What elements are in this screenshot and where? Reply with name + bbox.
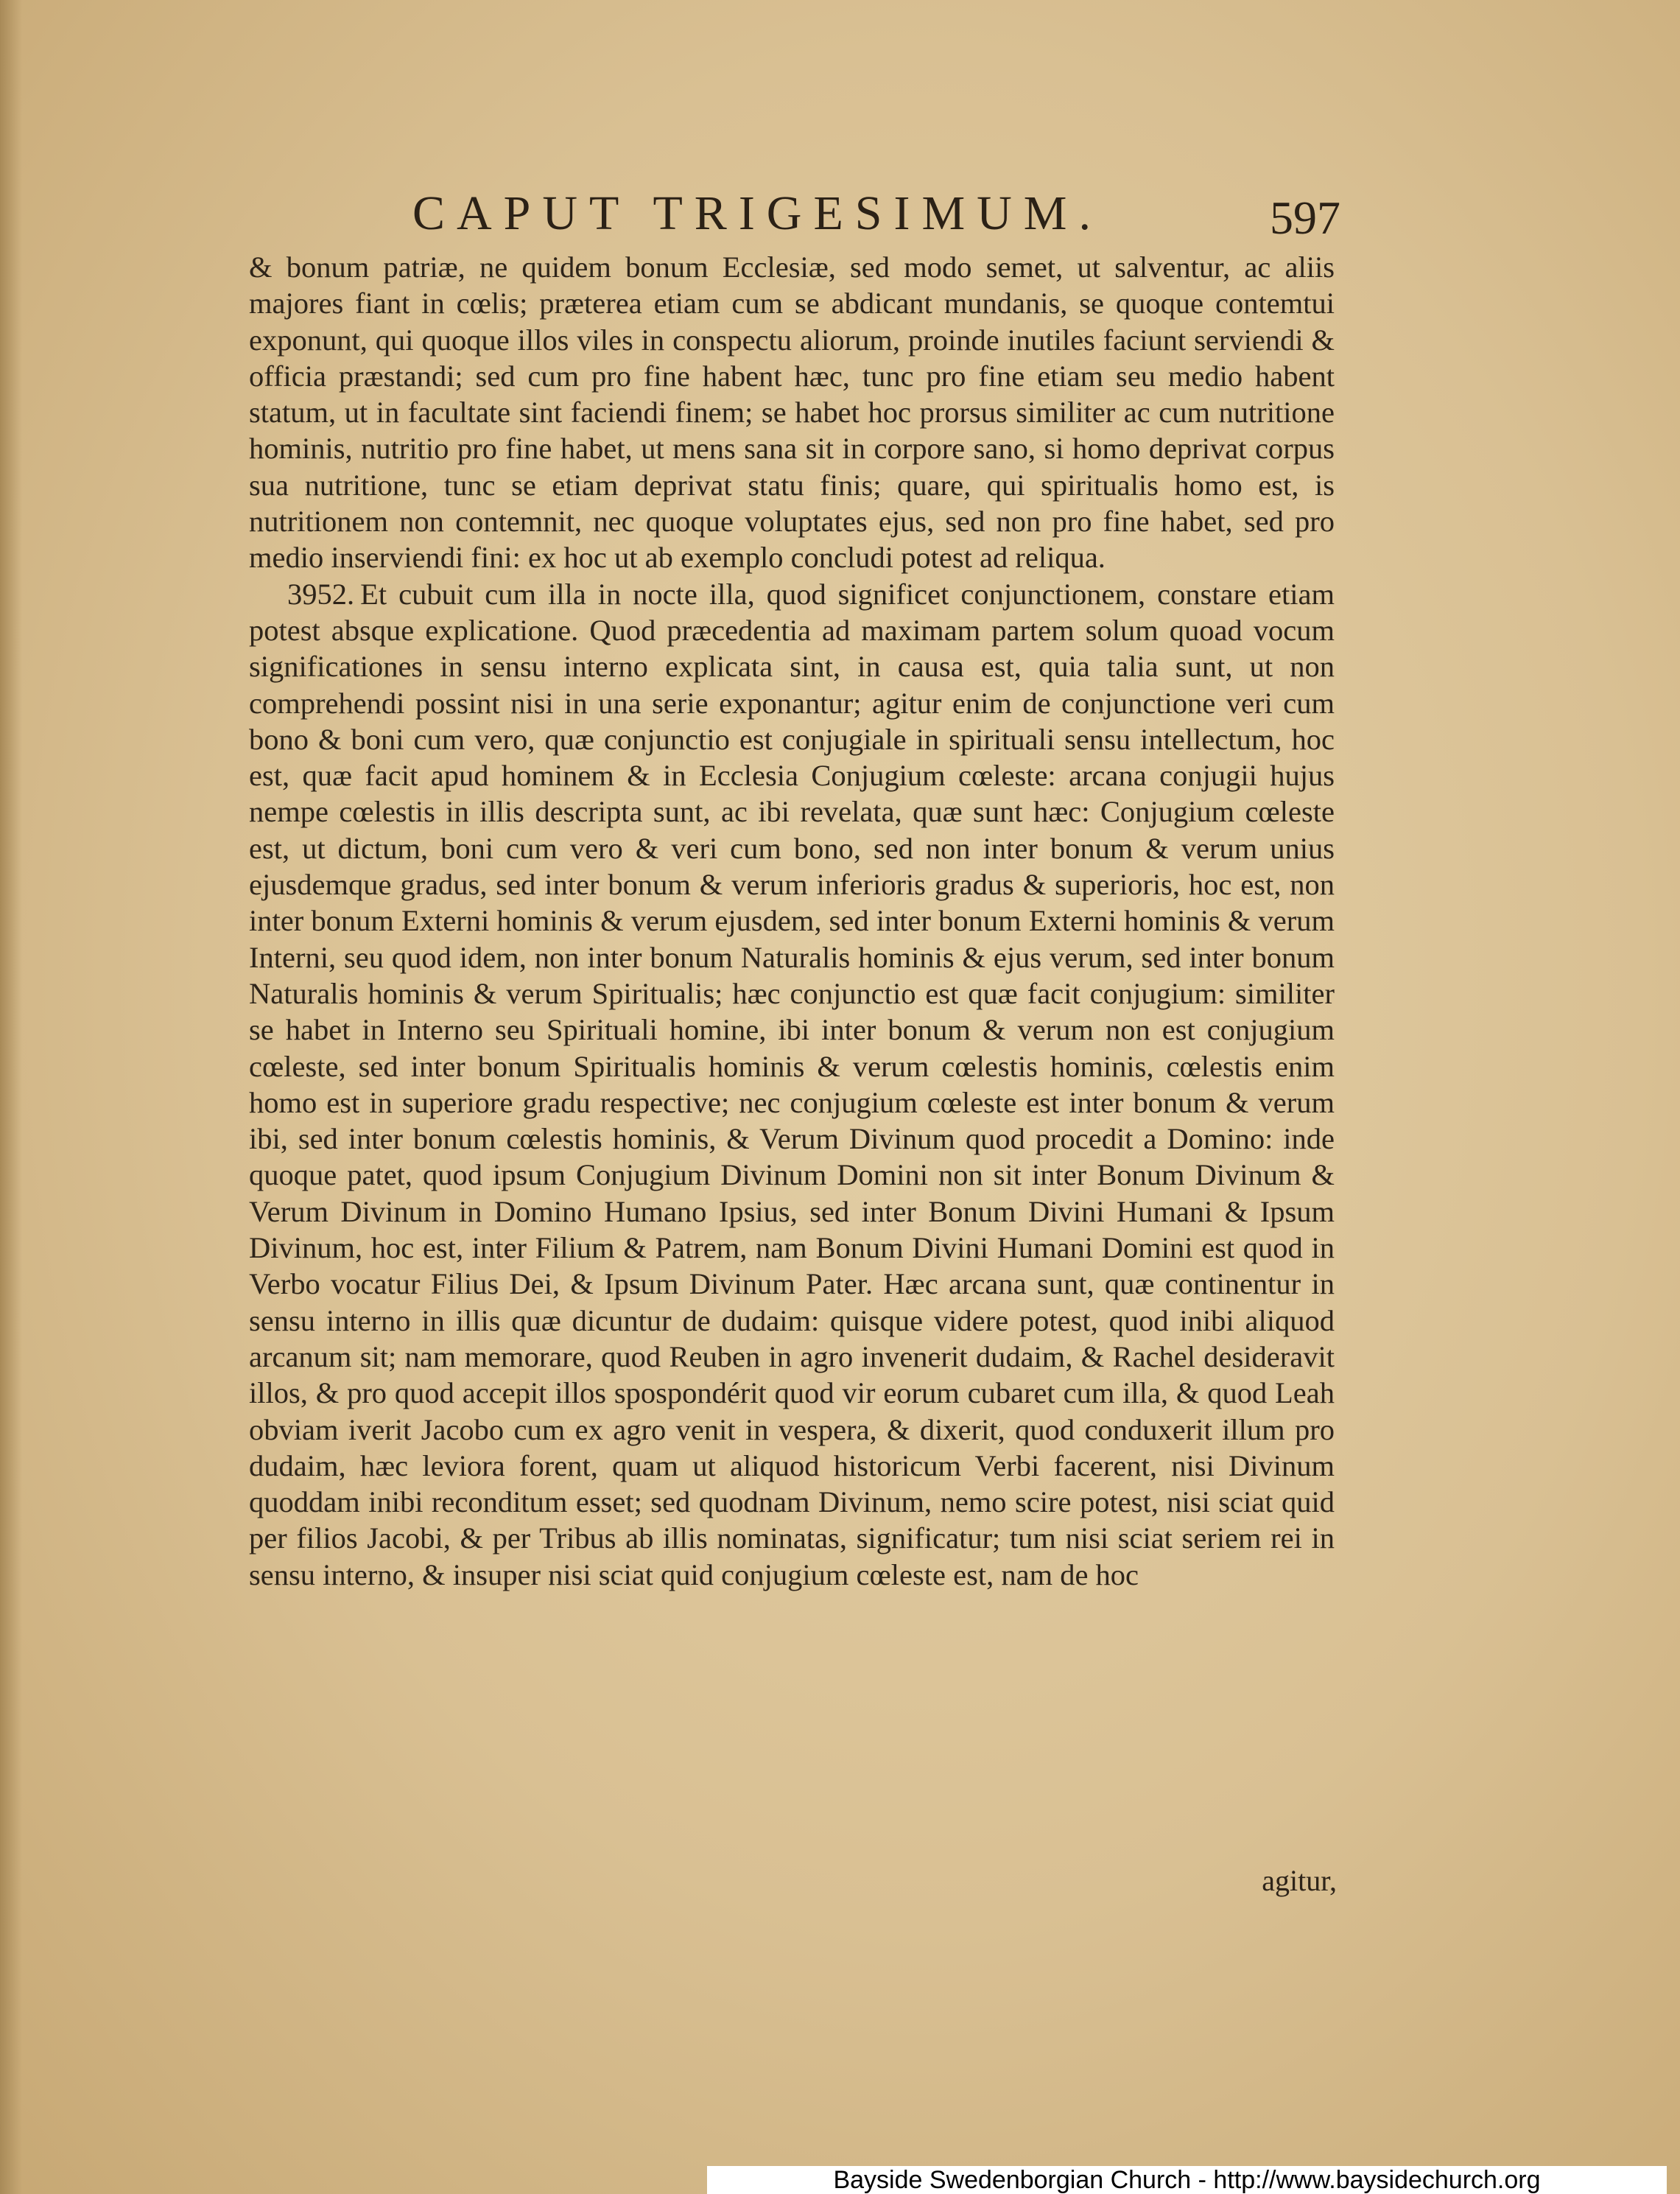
catchword: agitur, — [1262, 1864, 1337, 1897]
paragraph-continued: & bonum patriæ, ne quidem bonum Ecclesiæ, sed modo semet, ut salventur, ac aliis majores fiant in cœlis; præterea etiam cum se abdicant mundanis, se quoque contemtui exponunt, qui quoque illos viles in conspectu aliorum, proinde inutiles faciunt serviendi & officia præstandi; sed cum pro fine habent hæc, tunc pro fine etiam seu medio habent statum, ut in facultate sint faciendi finem; se habet hoc prorsus similiter ac cum nutritione hominis, nutritio pro fine habet, ut mens sana sit in corpore sano, si homo deprivat corpus sua nutritione, tunc se etiam deprivat statu finis; quare, qui spiritualis homo est, is nutritionem non contemnit, nec quoque voluptates ejus, sed non pro fine habet, sed pro medio inserviendi fini: ex hoc ut ab exemplo concludi potest ad reliqua. — [249, 250, 1335, 575]
page-header — [250, 177, 1340, 250]
page-edge-shadow — [0, 0, 22, 2194]
page-number: 597 — [1270, 192, 1340, 244]
paragraph-3952 — [249, 576, 1335, 1593]
running-head: CAPUT TRIGESIMUM. — [412, 186, 1103, 240]
paragraph-number: 3952. — [287, 577, 355, 611]
watermark-banner: Bayside Swedenborgian Church - http://www.baysidechurch.org — [707, 2166, 1667, 2194]
paragraph-text: Et cubuit cum illa in nocte illa, quod significet conjunctionem, constare etiam potest absque explicatione. Quod præcedentia ad maximam partem solum quoad vocum significationes in sensu interno explicata sint, in causa est, quia talia sunt, ut non comprehendi possint nisi in una serie exponantur; agitur enim de conjunctione veri cum bono & boni cum vero, quæ conjunctio est conjugiale in spirituali sensu intellectum, hoc est, quæ facit apud hominem & in Ecclesia Conjugium cœleste: arcana conjugii hujus nempe cœlestis in illis descripta sunt, ac ibi revelata, quæ sunt hæc: Conjugium cœleste est, ut dictum, boni cum vero & veri cum bono, sed non inter bonum & verum unius ejusdemque gradus, sed inter bonum & verum inferioris gradus & superioris, hoc est, non inter bonum Externi hominis & verum ejusdem, sed inter bonum Externi hominis & verum Interni, seu quod idem, non inter bonum Naturalis hominis & ejus verum, sed inter bonum Naturalis hominis & verum Spiritualis; hæc conjunctio est quæ facit conjugium: similiter se habet in Interno seu Spirituali homine, ibi inter bonum & verum non est conjugium cœleste, sed inter bonum Spiritualis hominis & verum cœlestis hominis, cœlestis enim homo est in superiore gradu respective; nec conjugium cœleste est inter bonum & verum ibi, sed inter bonum cœlestis hominis, & Verum Divinum quod procedit a Domino: inde quoque patet, quod ipsum Conjugium Divinum Domini non sit inter Bonum Divinum & Verum Divinum in Domino Humano Ipsius, sed inter Bonum Divini Humani & Ipsum Divinum, hoc est, inter Filium & Patrem, nam Bonum Divini Humani Domini est quod in Verbo vocatur Filius Dei, & Ipsum Divinum Pater. Hæc arcana sunt, quæ continentur in sensu interno in illis quæ dicuntur de dudaim: quisque videre potest, quod inibi aliquod arcanum sit; nam memorare, quod Reuben in agro invenerit dudaim, & Rachel desideravit illos, & pro quod accepit illos spospondérit quod vir eorum cubaret cum illa, & quod Leah obviam iverit Jacobo cum ex agro venit in vespera, & dixerit, quod conduxerit illum pro dudaim, hæc leviora forent, quam ut aliquod historicum Verbi facerent, nisi Divinum quoddam inibi reconditum esset; sed quodnam Divinum, nemo scire potest, nisi sciat quid per filios Jacobi, & per Tribus ab illis nominatas, significatur; tum nisi sciat seriem rei in sensu interno, & insuper nisi sciat quid conjugium cœleste est, nam de hoc — [249, 577, 1335, 1591]
body-text — [249, 249, 1335, 1593]
